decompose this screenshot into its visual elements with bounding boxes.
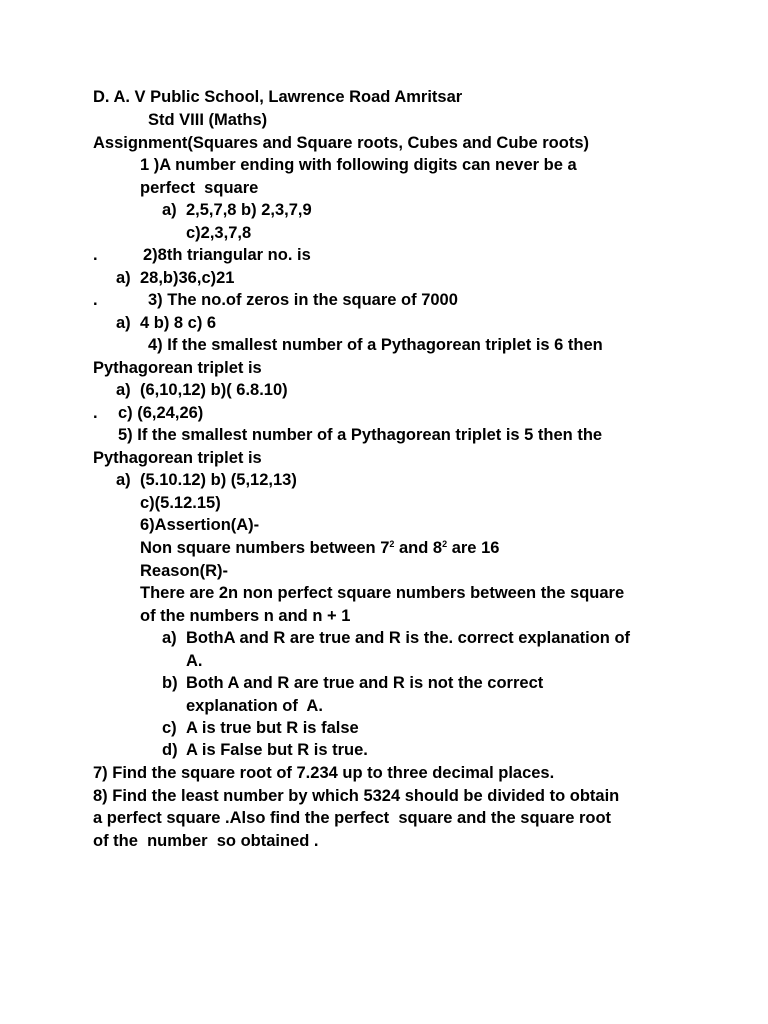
q8-line2: a perfect square .Also find the perfect square and the square root <box>93 809 612 827</box>
school-name: D. A. V Public School, Lawrence Road Amritsar <box>93 88 463 106</box>
q6-sup-2: 2 <box>442 539 448 549</box>
q4-options-ab: (6,10,12) b)( 6.8.10) <box>140 381 288 399</box>
q3-options: 4 b) 8 c) 6 <box>140 314 217 332</box>
q1-stem-line2: perfect square <box>140 179 259 197</box>
q4-stem-line1: 4) If the smallest number of a Pythagorean triplet is 6 then <box>148 336 603 354</box>
q2-bullet: . <box>93 246 98 264</box>
q2-option-label-a: a) <box>116 269 131 287</box>
assignment-title: Assignment(Squares and Square roots, Cubes and Cube roots) <box>93 134 589 152</box>
q3-stem: 3) The no.of zeros in the square of 7000 <box>148 291 458 309</box>
q6-option-a-line2: A. <box>186 652 203 670</box>
q4-stem-line2: Pythagorean triplet is <box>93 359 262 377</box>
q6-option-a-line1: BothA and R are true and R is the. correct explanation of <box>186 629 631 647</box>
class-subject: Std VIII (Maths) <box>148 111 268 129</box>
q6-option-b-line1: Both A and R are true and R is not the correct <box>186 674 544 692</box>
q6-option-c: A is true but R is false <box>186 719 359 737</box>
q6-option-label-a: a) <box>162 629 177 647</box>
q6-assertion-post: are 16 <box>447 539 500 557</box>
q5-options-ab: (5.10.12) b) (5,12,13) <box>140 471 297 489</box>
q4-bullet: . <box>93 404 98 422</box>
q6-reason-heading: Reason(R)- <box>140 562 229 580</box>
q6-option-b-line2: explanation of A. <box>186 697 323 715</box>
q4-option-label-a: a) <box>116 381 131 399</box>
q6-heading: 6)Assertion(A)- <box>140 516 260 534</box>
q6-sup-1: 2 <box>389 539 395 549</box>
q6-assertion-mid: and 8 <box>394 539 443 557</box>
q6-reason-line2: of the numbers n and n + 1 <box>140 607 351 625</box>
q1-option-c: c)2,3,7,8 <box>186 224 252 242</box>
q1-option-label-a: a) <box>162 201 177 219</box>
q5-option-label-a: a) <box>116 471 131 489</box>
q6-reason-line1: There are 2n non perfect square numbers between the square <box>140 584 625 602</box>
q4-option-c: c) (6,24,26) <box>118 404 204 422</box>
q6-assertion-pre: Non square numbers between 7 <box>140 539 390 557</box>
q6-option-label-b: b) <box>162 674 178 692</box>
q2-stem: 2)8th triangular no. is <box>143 246 311 264</box>
q1-stem-line1: 1 )A number ending with following digits can never be a <box>140 156 577 174</box>
q8-line3: of the number so obtained . <box>93 832 319 850</box>
q8-line1: 8) Find the least number by which 5324 should be divided to obtain <box>93 787 620 805</box>
q5-stem-line2: Pythagorean triplet is <box>93 449 262 467</box>
q6-assertion <box>140 538 499 558</box>
q3-option-label-a: a) <box>116 314 131 332</box>
q5-option-c: c)(5.12.15) <box>140 494 221 512</box>
q5-stem-line1: 5) If the smallest number of a Pythagorean triplet is 5 then the <box>118 426 603 444</box>
q7-text: 7) Find the square root of 7.234 up to three decimal places. <box>93 764 555 782</box>
q3-bullet: . <box>93 291 98 309</box>
q2-options: 28,b)36,c)21 <box>140 269 235 287</box>
q6-option-label-d: d) <box>162 741 178 759</box>
q6-option-label-c: c) <box>162 719 177 737</box>
q1-options-ab: 2,5,7,8 b) 2,3,7,9 <box>186 201 312 219</box>
q6-option-d: A is False but R is true. <box>186 741 368 759</box>
